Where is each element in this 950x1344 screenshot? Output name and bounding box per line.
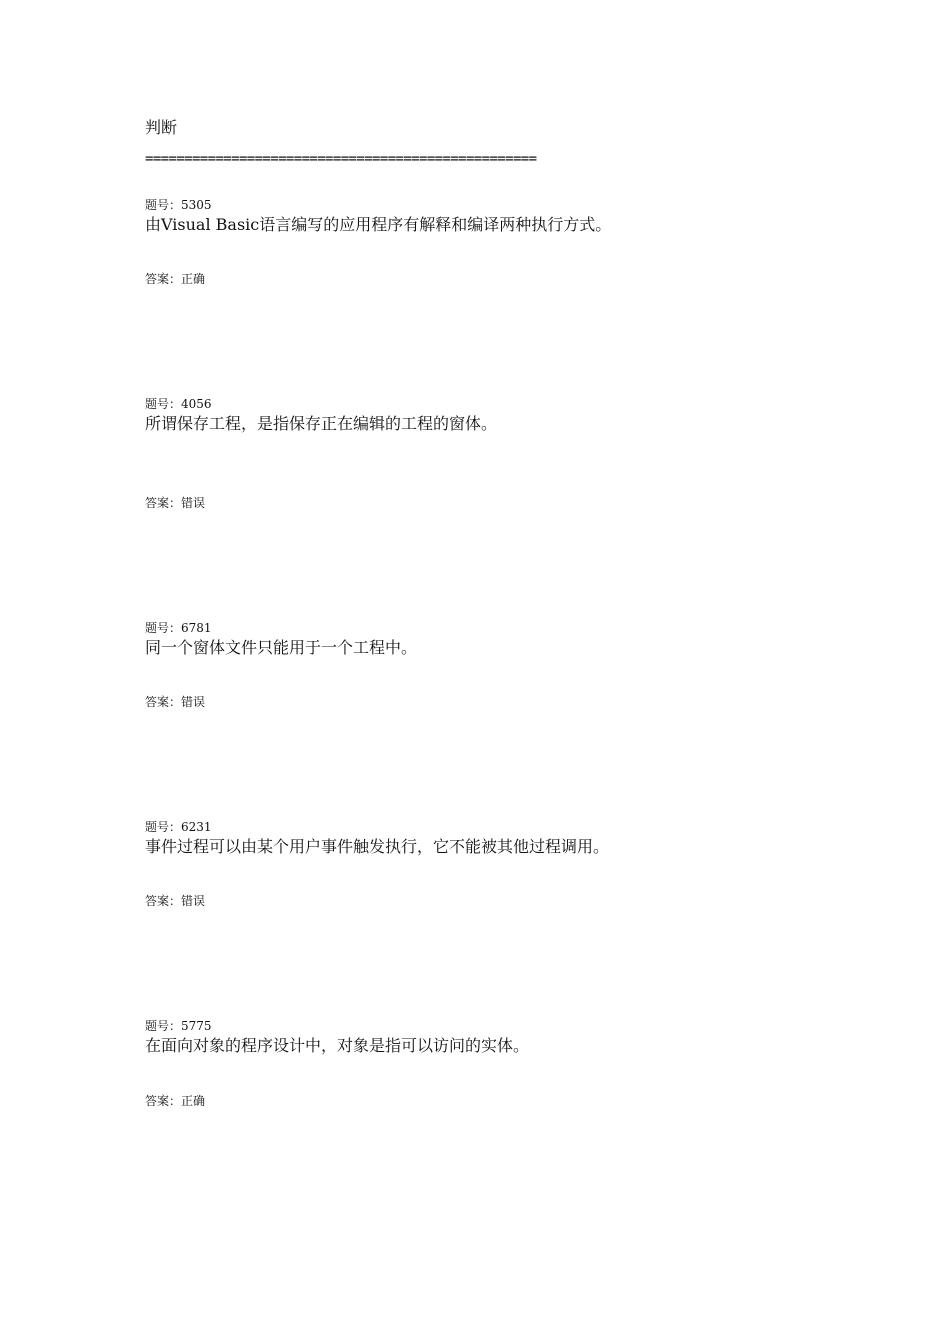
separator-line: ==================================================	[145, 151, 537, 167]
answer-text: 答案：正确	[145, 272, 206, 286]
question-number: 题号：5305	[145, 198, 212, 212]
question-number: 题号：6231	[145, 820, 212, 834]
question-text: 事件过程可以由某个用户事件触发执行，它不能被其他过程调用。	[145, 837, 610, 856]
question-text: 在面向对象的程序设计中，对象是指可以访问的实体。	[145, 1036, 530, 1055]
question-text: 所谓保存工程，是指保存正在编辑的工程的窗体。	[145, 414, 498, 433]
answer-text: 答案：正确	[145, 1094, 206, 1108]
question-text: 由Visual Basic语言编写的应用程序有解释和编译两种执行方式。	[145, 215, 612, 234]
question-text: 同一个窗体文件只能用于一个工程中。	[145, 638, 418, 657]
question-number: 题号：4056	[145, 397, 212, 411]
answer-text: 答案：错误	[145, 695, 206, 709]
answer-text: 答案：错误	[145, 894, 206, 908]
section-heading: 判断	[145, 118, 178, 137]
answer-text: 答案：错误	[145, 496, 206, 510]
question-number: 题号：6781	[145, 621, 212, 635]
question-number: 题号：5775	[145, 1019, 212, 1033]
